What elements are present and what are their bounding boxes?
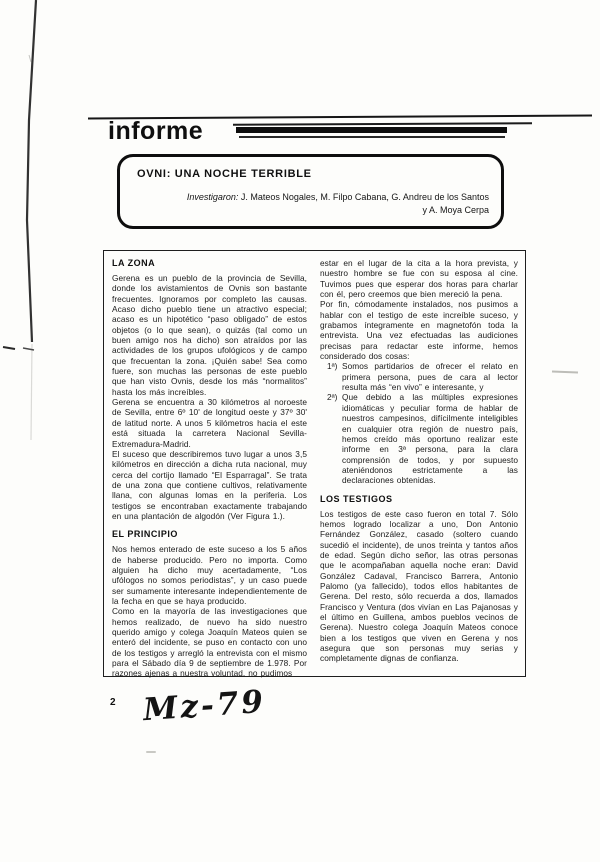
byline-line-2: y A. Moya Cerpa (422, 205, 489, 215)
point-label: 1ª) (327, 361, 338, 372)
paragraph: Por fin, cómodamente instalados, nos pusimos a hablar con el testigo de este increíble suceso, y grabamos íntegramente en magnetofón toda la entrevista. Una vez efectuadas las audiciones precisas para redactar este informe, hemos considerado dos cosas: (320, 299, 518, 362)
byline-label: Investigaron: (186, 192, 239, 202)
paragraph: Los testigos de este caso fueron en total 7. Sólo hemos logrado localizar a uno, Don Antonio Fernández González, casado (soltero cuando sucedió el incidente), de unos treinta y tantos años de edad. Según dicho señor, las otras personas que le acompañaban aquella noche eran: David González Cadaval, Francisco Barrera, Antonio Palomo (ya fallecido), todos ellos habitantes de Gerena. Del resto, sólo recuerda a dos, llamados Francisco y Ventura (dos vivían en Las Pajanosas y el último en Guillena, ambos pueblos vecinos de Gerena). Nuestro colega Joaquín Mateos conoce bien a los testigos que viven en Gerena y nos asegura que son personas muy serias y completamente dignas de confianza. (320, 508, 518, 664)
paragraph: El suceso que describiremos tuvo lugar a unos 3,5 kilómetros en dirección a dicha ruta nacional, muy cerca del cortijo llamado “El Esparragal”. Se trata de una zona que contiene cultivos, relativamente llana, con algunas lomas en la periferia. Los testigos se encontraban exactamente trabajando en una plantación de algodón (Ver Figura 1.). (112, 448, 307, 521)
masthead-bar (239, 136, 505, 138)
numbered-point-1 (320, 361, 518, 392)
paragraph: Gerena se encuentra a 30 kilómetros al noroeste de Sevilla, entre 6º 10' de longitud oeste y 37º 30' de latitud norte. A unos 5 kilómetros hacia el este está situada la carretera Nacional Sevilla-Extremadura-Madrid. (112, 397, 307, 449)
article-body-box (103, 250, 526, 677)
scan-smudge (552, 371, 578, 373)
handwritten-archive-code: Mz-79 (141, 683, 268, 729)
point-text: Somos partidarios de ofrecer el relato en primera persona, pues de cara al lector resulta más “en vivo” e interesante, y (342, 361, 518, 393)
byline-investigators: J. Mateos Nogales, M. Filpo Cabana, G. Andreu de los Santos (240, 192, 489, 202)
section-heading-los-testigos: LOS TESTIGOS (320, 493, 393, 504)
paragraph: estar en el lugar de la cita a la hora prevista, y nuestro hombre se fue con su esposa al cine. Tuvimos pues que esperar dos horas para charlar con él, pero creemos que bien mereció la pena. (320, 258, 518, 300)
byline (134, 191, 489, 217)
right-column (320, 258, 518, 664)
point-label: 2ª) (327, 392, 338, 403)
paragraph: Nos hemos enterado de este suceso a los 5 años de haberse producido. Pero no importa. Como alguien ha dicho muy acertadamente, “Los ufólogos no somos periodistas”, y un caso puede ser sumamente interesante independientemente de la fecha en que se haya producido. (112, 544, 307, 606)
point-text: Que debido a las múltiples expresiones idiomáticas y peculiar forma de hablar de nuestros campesinos, difícilmente inteligibles en cualquier otra región de nuestro país, hemos creído más oportuno realizar este informe en 3ª persona, para la clara comprensión de todos, y por supuesto ateniéndonos estrictamente a las declaraciones obtenidas. (342, 392, 518, 486)
left-column (112, 258, 307, 679)
masthead-bar (236, 127, 507, 133)
section-heading-el-principio: EL PRINCIPIO (112, 529, 178, 540)
page-number: 2 (110, 697, 116, 708)
article-title-box (117, 154, 504, 229)
byline-line-1 (134, 191, 489, 204)
paragraph: Como en la mayoría de las investigaciones que hemos realizado, de nuevo ha sido nuestro querido amigo y colega Joaquín Mateos quien se enteró del incidente, se puso en contacto con uno de los testigos y arregló la entrevista con el mismo para el Sábado día 9 de septiembre de 1.978. Por razones ajenas a nuestra voluntad, no pudimos (112, 606, 307, 679)
section-heading-la-zona: LA ZONA (112, 258, 156, 268)
masthead-title: informe (108, 117, 204, 145)
numbered-point-2 (320, 392, 518, 485)
article-title: OVNI: UNA NOCHE TERRIBLE (137, 168, 312, 180)
masthead-bar (233, 122, 532, 126)
paragraph: Gerena es un pueblo de la provincia de Sevilla, donde los avistamientos de Ovnis son bastante frecuentes. Ignoramos por completo las causas. Acaso dicho pueblo tiene un atractivo especial; acaso es un hipotético “paso obligado” de estos objetos (o lo que sean), o quizás (tal como un buen amigo nos ha dicho) son atraídos por las actividades de los grupos ufológicos y de campo que frecuentan la zona. ¡Quién sabe! Sea como fuere, son muchas las personas de este pueblo que han visto Ovnis, desde los más “normalitos” hasta los más increíbles. (112, 273, 307, 397)
scan-smudge (146, 751, 156, 753)
